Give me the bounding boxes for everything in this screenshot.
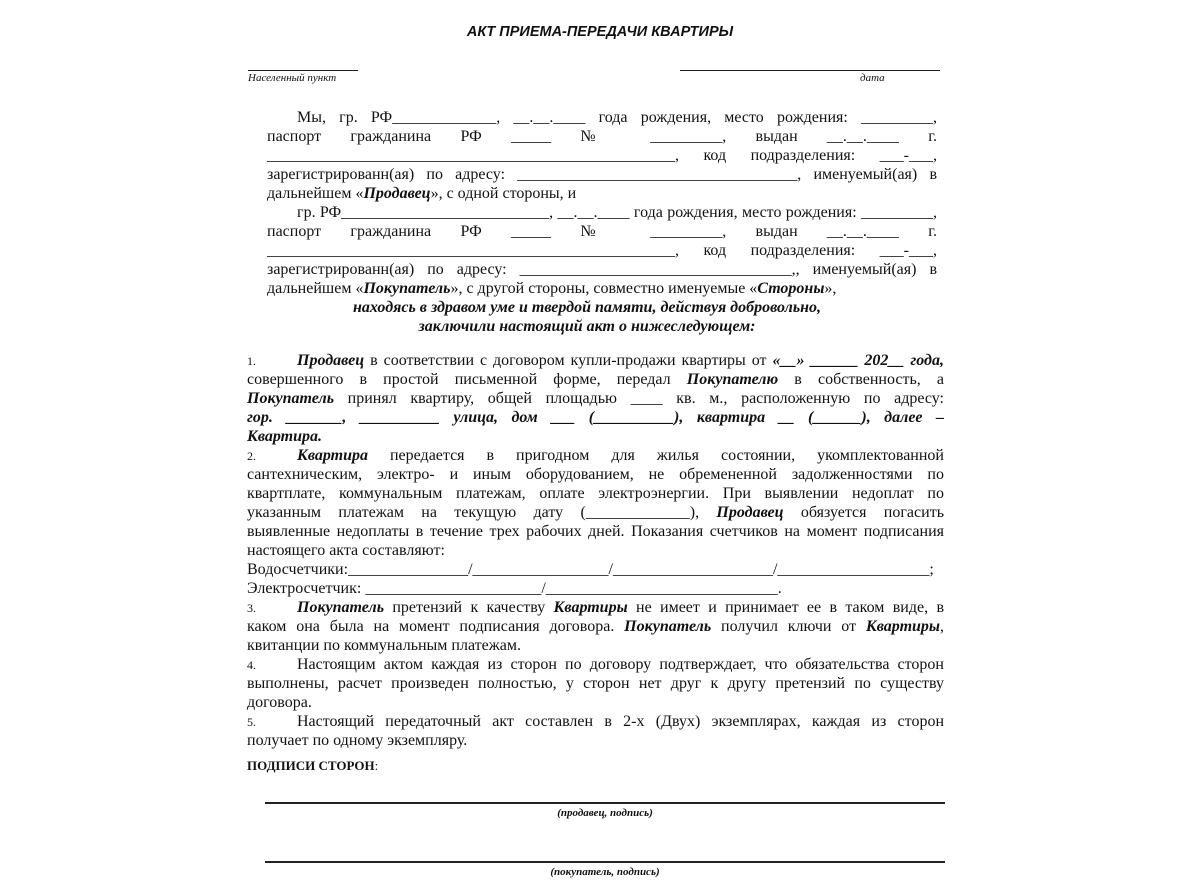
text-segment: зарегистрированн(ая) по адресу: __________________________________,, именуемый(ая) в — [267, 261, 937, 278]
text-segment: , — [940, 618, 944, 635]
emphasis-segment: Стороны — [757, 280, 825, 297]
text-segment: договора. — [247, 694, 312, 711]
emphasis-segment: заключили настоящий акт о нижеследующем: — [418, 318, 756, 335]
text-segment: претензий к качеству — [384, 599, 554, 616]
signatures-heading-text: ПОДПИСИ СТОРОН — [247, 758, 375, 773]
terms-line — [247, 389, 944, 409]
text-segment: », с другой стороны, совместно именуемые « — [450, 280, 758, 297]
parties-line — [252, 298, 922, 318]
terms-line — [247, 522, 944, 542]
parties-line — [267, 165, 937, 185]
terms-line — [247, 370, 944, 390]
place-label: Населенный пункт — [248, 72, 337, 84]
terms-line — [247, 655, 944, 675]
terms-line — [247, 484, 944, 504]
terms-line — [247, 446, 944, 466]
text-segment: », — [824, 280, 837, 297]
text-segment: выполнены, расчет произведен полностью, у сторон нет друг к другу претензий по существу — [247, 675, 944, 692]
text-segment: получил ключи от — [711, 618, 866, 635]
text-segment: Настоящий передаточный акт составлен в 2-х (Двух) экземплярах, каждая из сторон — [297, 713, 944, 730]
text-segment: в собственность, а — [778, 371, 944, 388]
place-field-line[interactable] — [248, 70, 358, 71]
emphasis-segment: Продавец — [716, 504, 784, 521]
text-segment: получает по одному экземпляру. — [247, 732, 468, 749]
terms-line — [247, 579, 944, 599]
text-segment: дальнейшем « — [267, 280, 364, 297]
text-segment: Настоящим актом каждая из сторон по договору подтверждает, что обязательства сторон — [297, 656, 944, 673]
terms-line — [247, 712, 944, 732]
text-segment: паспорт гражданина РФ _____ № _________, выдан __.__.____ г. — [267, 128, 937, 145]
text-segment: зарегистрированн(ая) по адресу: ___________________________________, именуемый(ая) в — [267, 166, 937, 183]
date-label: дата — [860, 72, 885, 84]
emphasis-segment: Продавец — [297, 352, 365, 369]
terms-line — [247, 560, 944, 580]
parties-line — [267, 146, 937, 166]
text-segment: настоящего акта составляют: — [247, 542, 445, 559]
terms-line — [247, 408, 944, 428]
emphasis-segment: Квартира. — [247, 428, 323, 445]
terms-line — [247, 351, 944, 371]
emphasis-segment: Продавец — [363, 185, 431, 202]
text-segment: указанным платежам на текущую дату (_____________), — [247, 504, 717, 521]
parties-line — [267, 222, 937, 242]
emphasis-segment: Квартира — [297, 447, 369, 464]
text-segment: ___________________________________________________, код подразделения: ___-___, — [267, 147, 937, 164]
emphasis-segment: Покупатель — [297, 599, 385, 616]
terms-line — [247, 636, 944, 656]
buyer-signature-line[interactable] — [265, 861, 945, 863]
parties-line — [297, 108, 937, 128]
item-number: 2. — [247, 449, 256, 463]
text-segment: Электросчетчик: ______________________/_____________________________. — [247, 580, 782, 597]
terms-line — [247, 598, 944, 618]
terms-line — [247, 693, 944, 713]
text-segment: квартплате, коммунальным платежам, оплате электроэнергии. При выявлении недоплат по — [247, 485, 944, 502]
emphasis-segment: Покупатель — [363, 280, 451, 297]
text-segment: дальнейшем « — [267, 185, 364, 202]
parties-line — [267, 241, 937, 261]
text-segment: обязуется погасить — [783, 504, 944, 521]
emphasis-segment: Покупатель — [624, 618, 712, 635]
item-number: 5. — [247, 715, 256, 729]
text-segment: квитанции по коммунальным платежам. — [247, 637, 522, 654]
text-segment: каком она была на момент подписания договора. — [247, 618, 625, 635]
text-segment: Мы, гр. РФ_____________, __.__.____ года рождения, место рождения: _________, — [297, 109, 937, 126]
item-number: 4. — [247, 658, 256, 672]
buyer-signature-label: (покупатель, подпись) — [550, 866, 660, 878]
terms-line — [247, 503, 944, 523]
parties-line — [252, 317, 922, 337]
emphasis-segment: находясь в здравом уме и твердой памяти, действуя добровольно, — [352, 299, 822, 316]
text-segment: Водосчетчики:_______________/_________________/____________________/___________________; — [247, 561, 934, 578]
terms-line — [247, 427, 944, 447]
signatures-heading — [247, 758, 378, 774]
parties-line — [267, 184, 937, 204]
item-number: 3. — [247, 601, 256, 615]
text-segment: паспорт гражданина РФ _____ № _________, выдан __.__.____ г. — [267, 223, 937, 240]
date-field-line[interactable] — [680, 70, 940, 71]
text-segment: выявленные недоплаты в течение трех рабочих дней. Показания счетчиков на момент подписания — [247, 523, 944, 540]
terms-line — [247, 617, 944, 637]
text-segment: », с одной стороны, и — [430, 185, 577, 202]
emphasis-segment: Покупателю — [686, 371, 779, 388]
item-number: 1. — [247, 354, 256, 368]
text-segment: совершенного в простой письменной форме, передал — [247, 371, 687, 388]
seller-signature-line[interactable] — [265, 802, 945, 804]
text-segment: в соответствии с договором купли-продажи квартиры от — [364, 352, 773, 369]
signatures-heading-colon: : — [374, 758, 379, 773]
text-segment: передается в пригодном для жилья состоянии, укомплектованной — [368, 447, 944, 464]
emphasis-segment: «__» ______ 202__ года, — [772, 352, 944, 369]
terms-line — [247, 541, 944, 561]
parties-line — [267, 279, 937, 299]
emphasis-segment: Квартиры — [553, 599, 628, 616]
text-segment: принял квартиру, общей площадью ____ кв. м., расположенную по адресу: — [334, 390, 944, 407]
seller-signature-label: (продавец, подпись) — [557, 807, 653, 819]
emphasis-segment: Покупатель — [247, 390, 335, 407]
parties-line — [267, 127, 937, 147]
emphasis-segment: Квартиры — [865, 618, 941, 635]
emphasis-segment: гор. _______, __________ улица, дом ___ (__________), квартира __ (______), далее – — [247, 409, 944, 426]
text-segment: сантехническим, электро- и иным оборудованием, не обремененной задолженностями по — [247, 466, 944, 483]
text-segment: гр. РФ__________________________, __.__.____ года рождения, место рождения: _________, — [297, 204, 937, 221]
text-segment: ___________________________________________________, код подразделения: ___-___, — [267, 242, 937, 259]
terms-line — [247, 731, 944, 751]
parties-line — [297, 203, 937, 223]
parties-line — [267, 260, 937, 280]
document-title: АКТ ПРИЕМА-ПЕРЕДАЧИ КВАРТИРЫ — [466, 24, 734, 40]
terms-line — [247, 674, 944, 694]
terms-line — [247, 465, 944, 485]
text-segment: не имеет и принимает ее в таком виде, в — [627, 599, 944, 616]
